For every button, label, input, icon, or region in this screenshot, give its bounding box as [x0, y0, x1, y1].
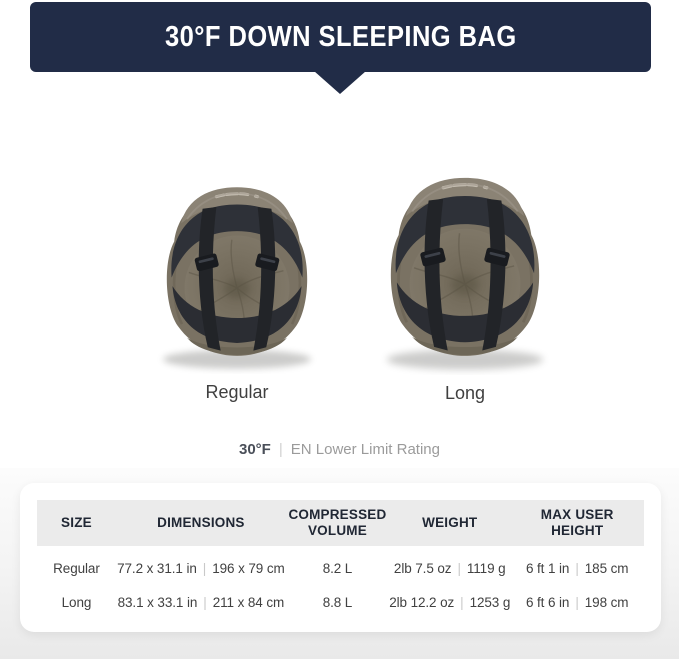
column-header-size — [37, 515, 116, 531]
table-row-regular — [37, 553, 644, 583]
dimensions-imperial: 77.2 x 31.1 in — [117, 560, 197, 576]
dimensions-metric: 196 x 79 cm — [212, 560, 285, 576]
product-label-regular: Regular — [205, 382, 269, 402]
column-header-label: MAX USER HEIGHT — [540, 506, 614, 538]
rating-description: EN Lower Limit Rating — [290, 441, 440, 458]
cell-dimensions — [116, 595, 286, 610]
cell-weight — [389, 595, 510, 610]
weight-metric: 1119 g — [466, 560, 506, 576]
dimensions-metric: 211 x 84 cm — [212, 594, 285, 610]
height-imperial: 6 ft 1 in — [525, 560, 570, 576]
height-metric: 185 cm — [584, 560, 629, 576]
column-header-label: DIMENSIONS — [157, 514, 245, 530]
column-header-label: SIZE — [61, 514, 92, 530]
rating-temperature: 30°F — [239, 441, 271, 458]
table-row-long — [37, 587, 644, 617]
unit-divider: | — [575, 594, 579, 610]
sleeping-bag-photo-regular — [151, 176, 323, 374]
unit-divider: | — [460, 594, 464, 610]
cell-weight — [389, 561, 510, 576]
cell-compressed-volume: 8.2 L — [322, 560, 353, 576]
specs-card — [20, 483, 661, 632]
cell-max-user-height — [510, 561, 644, 576]
column-header-weight — [389, 515, 510, 531]
cell-dimensions — [116, 561, 286, 576]
column-header-compressed-volume — [286, 507, 389, 539]
unit-divider: | — [202, 560, 207, 576]
product-figure-long — [374, 166, 556, 404]
cell-max-user-height — [510, 595, 644, 610]
product-label-long: Long — [444, 383, 486, 403]
column-header-max-user-height — [510, 507, 644, 539]
weight-metric: 1253 g — [469, 594, 511, 610]
title-banner — [30, 2, 651, 72]
banner-pointer-arrow — [314, 71, 366, 94]
weight-imperial: 2lb 12.2 oz — [389, 594, 455, 610]
sleeping-bag-photo-long — [374, 166, 556, 375]
height-imperial: 6 ft 6 in — [525, 594, 570, 610]
cell-size: Long — [61, 594, 92, 610]
unit-divider: | — [203, 594, 207, 610]
weight-imperial: 2lb 7.5 oz — [393, 560, 452, 576]
column-header-label: WEIGHT — [422, 514, 478, 530]
cell-size: Regular — [53, 560, 100, 576]
rating-divider: | — [278, 441, 283, 458]
dimensions-imperial: 83.1 x 33.1 in — [117, 594, 198, 610]
column-header-dimensions — [116, 515, 286, 531]
unit-divider: | — [575, 560, 579, 576]
unit-divider: | — [457, 560, 461, 576]
en-rating-line — [0, 441, 679, 458]
cell-compressed-volume: 8.8 L — [322, 594, 353, 610]
page-title: 30°F DOWN SLEEPING BAG — [164, 20, 517, 53]
height-metric: 198 cm — [584, 594, 629, 610]
column-header-label: COMPRESSED VOLUME — [288, 506, 387, 538]
table-body — [37, 553, 644, 617]
product-figure-regular — [151, 176, 323, 403]
table-header-row — [37, 500, 644, 546]
